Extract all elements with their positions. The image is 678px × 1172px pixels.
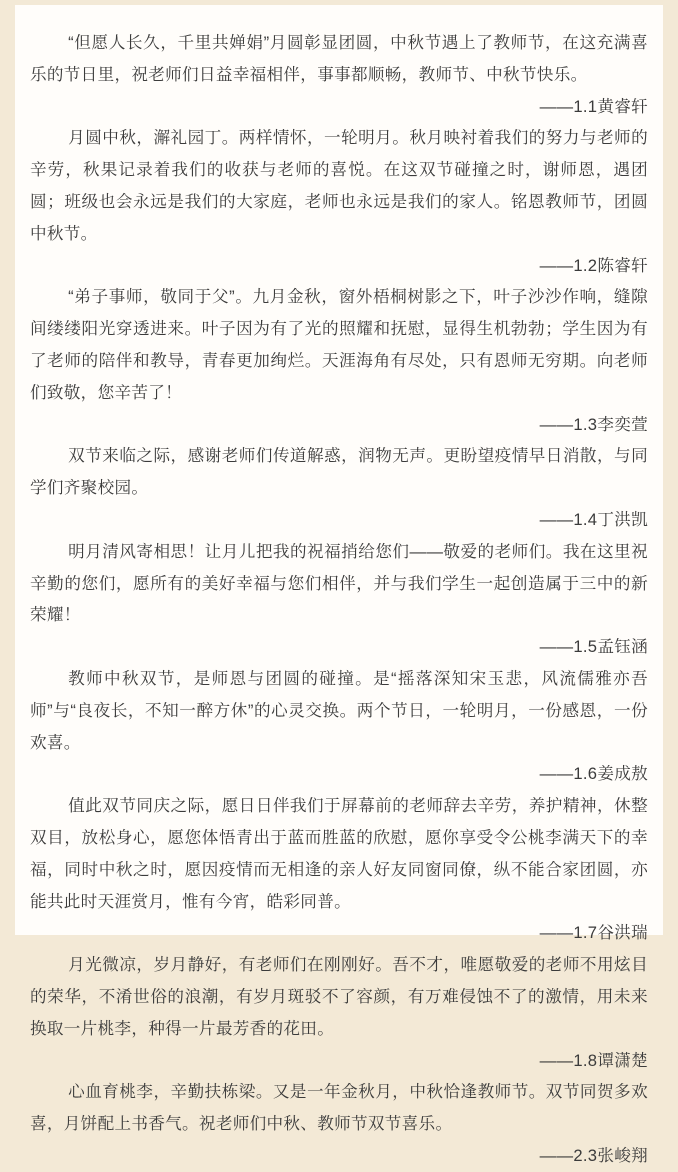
wish-signature: ——1.1黄睿轩 [539,96,648,116]
wish-paragraph: 明月清风寄相思！让月儿把我的祝福捎给您们——敬爱的老师们。我在这里祝辛勤的您们，愿所有的美好幸福与您们相伴，并与我们学生一起创造属于三中的新荣耀！ [30,541,648,625]
wish-signature: ——1.2陈睿轩 [539,255,648,275]
wish-signature: ——1.6姜成敖 [539,764,648,784]
wish-paragraph: 值此双节同庆之际，愿日日伴我们于屏幕前的老师辞去辛劳，养护精神，休整双目，放松身心，愿您体悟青出于蓝而胜蓝的欣慰，愿你享受令公桃李满天下的幸福，同时中秋之时，愿因疫情而无相逢的亲人好友同窗同僚，纵不能合家团圆，亦能共此时天涯赏月，惟有今宵，皓彩同普。 [30,796,648,911]
article-card [15,5,663,1165]
article-content [15,5,663,1172]
wish-paragraph: 心血育桃李，辛勤扶栋梁。又是一年金秋月，中秋恰逢教师节。双节同贺多欢喜，月饼配上书香气。祝老师们中秋、教师节双节喜乐。 [30,1082,648,1134]
wish-paragraph: “但愿人长久，千里共婵娟”月圆彰显团圆，中秋节遇上了教师节，在这充满喜乐的节日里，祝老师们日益幸福相伴，事事都顺畅，教师节、中秋节快乐。 [30,33,648,84]
wish-paragraph: 月圆中秋，澥礼园丁。两样情怀，一轮明月。秋月映衬着我们的努力与老师的辛劳，秋果记录着我们的收获与老师的喜悦。在这双节碰撞之时，谢师恩，遇团圆；班级也会永远是我们的大家庭，老师也永远是我们的家人。铭恩教师节，团圆中秋节。 [30,128,648,243]
wish-paragraph: 月光微凉，岁月静好，有老师们在刚刚好。吾不才，唯愿敬爱的老师不用炫目的荣华，不淆世俗的浪潮，有岁月斑驳不了容颜，有万难侵蚀不了的激情，用未来换取一片桃李，种得一片最芳香的花田。 [30,955,648,1038]
wish-signature: ——1.5孟钰涵 [539,637,648,657]
wish-signature: ——1.3李奕萱 [539,414,648,434]
wish-paragraph: 双节来临之际，感谢老师们传道解惑，润物无声。更盼望疫情早日消散，与同学们齐聚校园。 [30,446,648,498]
wish-signature: ——1.7谷洪瑞 [539,923,648,943]
wish-paragraph: “弟子事师，敬同于父”。九月金秋，窗外梧桐树影之下，叶子沙沙作响，缝隙间缕缕阳光穿透进来。叶子因为有了光的照耀和抚慰，显得生机勃勃；学生因为有了老师的陪伴和教导，青春更加绚烂。天涯海角有尽处，只有恩师无穷期。向老师们致敬，您辛苦了！ [30,287,648,402]
wish-paragraph: 教师中秋双节，是师恩与团圆的碰撞。是“摇落深知宋玉悲，风流儒雅亦吾师”与“良夜长，不知一醉方休”的心灵交换。两个节日，一轮明月，一份感恩，一份欢喜。 [30,668,648,752]
wish-signature: ——1.8谭潇楚 [539,1050,648,1070]
wish-signature: ——1.4丁洪凯 [539,509,648,529]
wish-signature: ——2.3张峻翔 [539,1145,648,1165]
